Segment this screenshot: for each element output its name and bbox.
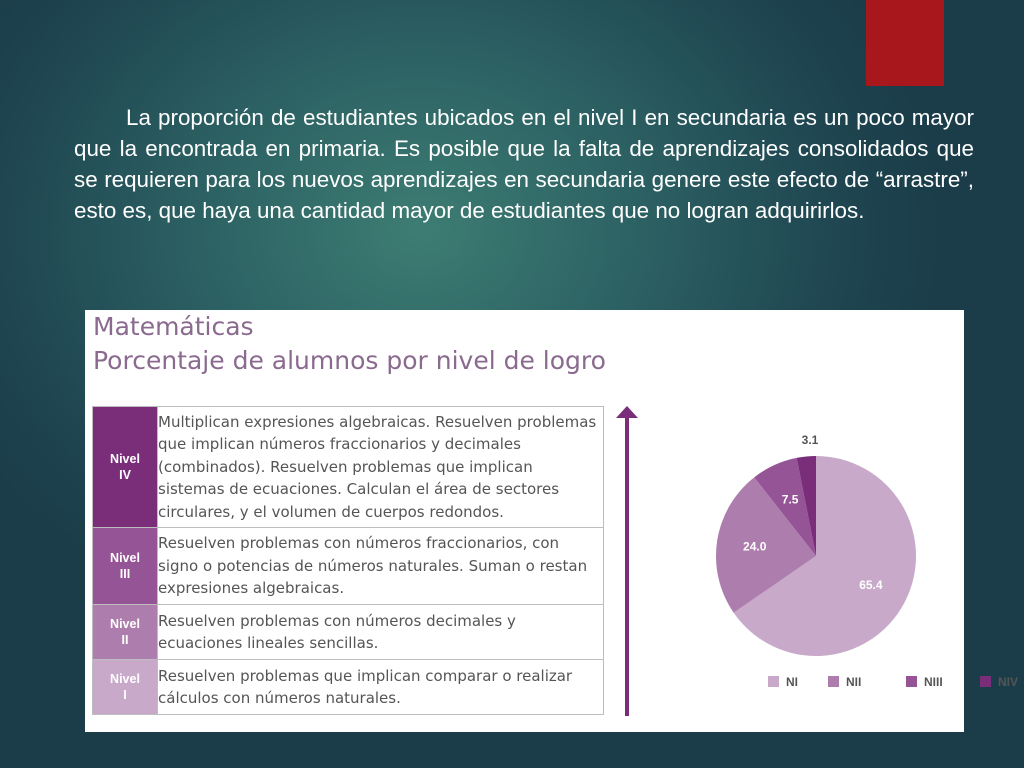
level-row-iii xyxy=(93,528,604,605)
legend-label-nii: NII xyxy=(846,675,862,689)
level-description-i: Resuelven problemas que implican comparar o realizar cálculos con números naturales. xyxy=(158,660,604,715)
legend-swatch-niii xyxy=(906,676,917,687)
level-word: Nivel xyxy=(110,551,140,565)
level-numeral: I xyxy=(123,688,127,702)
level-row-iv xyxy=(93,407,604,528)
level-numeral: II xyxy=(121,633,129,647)
legend-label-niv: NIV xyxy=(998,675,1019,689)
level-badge-iii xyxy=(93,528,158,605)
level-description-iv: Multiplican expresiones algebraicas. Resuelven problemas que implican números fraccionarios y decimales (combinados). Resuelven problemas que implican sistemas de ecuaciones. Calculan el área de sectores circulares, y el volumen de cuerpos redondos. xyxy=(158,407,604,528)
legend-label-ni: NI xyxy=(786,675,798,689)
level-row-i xyxy=(93,660,604,715)
pie-label-nii: 24.0 xyxy=(743,539,767,554)
pie-label-niv: 3.1 xyxy=(801,433,819,447)
figure-subtitle: Porcentaje de alumnos por nivel de logro xyxy=(93,346,606,375)
legend-swatch-nii xyxy=(828,676,839,687)
intro-paragraph: La proporción de estudiantes ubicados en el nivel I en secundaria es un poco mayor que la encontrada en primaria. Es posible que la falta de aprendizajes consolidados que se requieren para los nuevos aprendizajes en secundaria genere este efecto de “arrastre”, esto es, que haya una cantidad mayor de estudiantes que no logran adquirirlos. xyxy=(74,105,974,223)
level-numeral: IV xyxy=(119,468,131,482)
pie-chart xyxy=(690,410,1019,700)
level-badge-i xyxy=(93,660,158,715)
pie-label-ni: 65.4 xyxy=(859,577,883,592)
level-word: Nivel xyxy=(110,452,140,466)
level-badge-iv xyxy=(93,407,158,528)
level-word: Nivel xyxy=(110,617,140,631)
levels-table xyxy=(92,406,604,715)
level-row-ii xyxy=(93,605,604,660)
red-accent-tab xyxy=(866,0,944,86)
figure-panel xyxy=(85,310,1019,732)
level-description-ii: Resuelven problemas con números decimales y ecuaciones lineales sencillas. xyxy=(158,605,604,660)
legend-label-niii: NIII xyxy=(924,675,943,689)
achievement-up-arrow-icon xyxy=(612,406,642,720)
level-badge-ii xyxy=(93,605,158,660)
legend-swatch-ni xyxy=(768,676,779,687)
pie-label-niii: 7.5 xyxy=(781,492,799,507)
legend-swatch-niv xyxy=(980,676,991,687)
level-word: Nivel xyxy=(110,672,140,686)
figure-title: Matemáticas xyxy=(93,312,254,341)
level-numeral: III xyxy=(119,567,131,581)
level-description-iii: Resuelven problemas con números fraccionarios, con signo o potencias de números naturales. Suman o restan expresiones algebraicas. xyxy=(158,528,604,605)
